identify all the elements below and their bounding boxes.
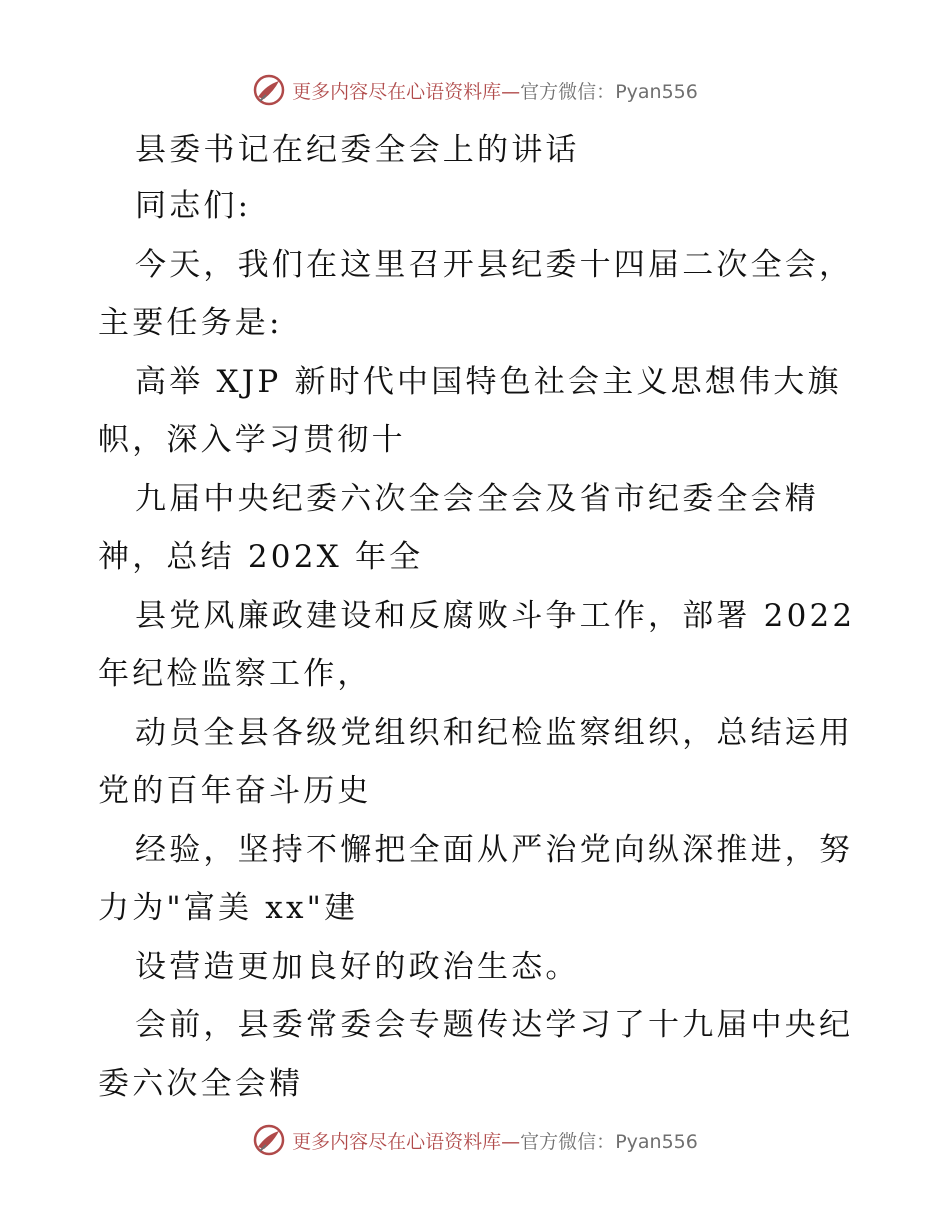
- paragraph-line: 今天，我们在这里召开县纪委十四届二次全会，: [135, 247, 854, 283]
- banner-wechat-label: 官方微信：: [520, 80, 616, 103]
- pen-logo-icon: [252, 73, 286, 107]
- banner-wechat-id: Pyan556: [615, 80, 698, 103]
- header-banner: [0, 70, 950, 110]
- paragraph-line: 同志们:: [135, 188, 252, 224]
- paragraph-line: 高举 XJP 新时代中国特色社会主义思想伟大旗: [135, 364, 842, 400]
- footer-banner: [0, 1120, 950, 1160]
- paragraph-line: 帜，深入学习贯彻十: [98, 422, 406, 458]
- paragraph-line: 九届中央纪委六次全会全会及省市纪委全会精: [135, 481, 819, 517]
- paragraph-line: 委六次全会精: [98, 1066, 304, 1102]
- banner-separator: —: [501, 1130, 521, 1153]
- document-title: 县委书记在纪委全会上的讲话: [135, 132, 580, 168]
- paragraph-line: 会前，县委常委会专题传达学习了十九届中央纪: [135, 1007, 854, 1043]
- banner-wechat-id: Pyan556: [615, 1130, 698, 1153]
- paragraph-line: 年纪检监察工作，: [98, 656, 372, 692]
- paragraph-line: 主要任务是:: [98, 305, 283, 341]
- banner-brand-text: 更多内容尽在心语资料库: [292, 1130, 502, 1153]
- paragraph-line: 县党风廉政建设和反腐败斗争工作，部署 2022: [135, 598, 856, 634]
- paragraph-line: 经验，坚持不懈把全面从严治党向纵深推进，努: [135, 832, 854, 868]
- banner-text: [292, 77, 698, 104]
- banner-text: [292, 1127, 698, 1154]
- paragraph-line: 神，总结 202X 年全: [98, 539, 424, 575]
- paragraph-line: 设营造更加良好的政治生态。: [135, 949, 580, 985]
- banner-wechat-label: 官方微信：: [520, 1130, 616, 1153]
- banner-separator: —: [501, 80, 521, 103]
- paragraph-line: 力为"富美 xx"建: [98, 890, 359, 926]
- pen-logo-icon: [252, 1123, 286, 1157]
- banner-brand-text: 更多内容尽在心语资料库: [292, 80, 502, 103]
- paragraph-line: 党的百年奋斗历史: [98, 773, 372, 809]
- paragraph-line: 动员全县各级党组织和纪检监察组织，总结运用: [135, 715, 854, 751]
